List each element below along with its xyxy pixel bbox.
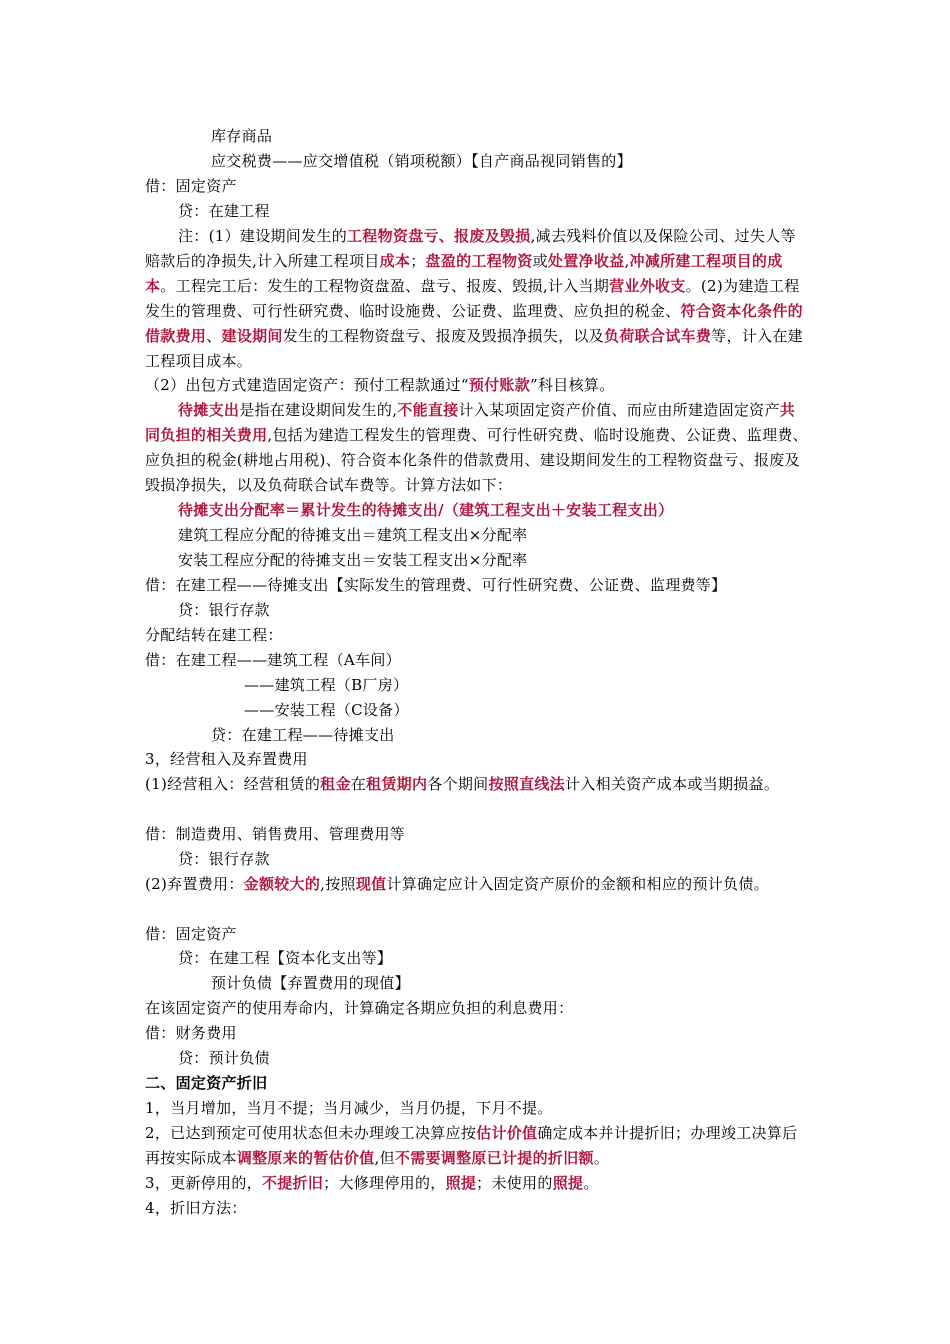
text-line	[145, 1096, 810, 1121]
text-line	[211, 124, 876, 149]
text-span: 4，折旧方法：	[145, 1199, 247, 1217]
text-span: 贷：在建工程	[178, 202, 270, 220]
text-line	[145, 648, 810, 673]
text-line	[145, 1021, 810, 1046]
highlight-text: 照提	[552, 1174, 584, 1192]
text-span: （2）出包方式建造固定资产：预付工程款通过“	[145, 376, 469, 394]
highlight-text: 建设期间	[221, 327, 283, 345]
text-span: 借：在建工程——建筑工程（A车间）	[145, 651, 401, 669]
text-line	[145, 174, 810, 199]
lease-paragraph	[145, 772, 810, 797]
highlight-text: 处置净收益	[547, 252, 625, 270]
text-span: 各个期间	[427, 775, 489, 793]
text-line	[244, 698, 909, 723]
text-span: 贷：在建工程【资本化支出等】	[178, 949, 393, 967]
text-span: ——建筑工程（B厂房）	[244, 676, 409, 694]
text-span: 借：制造费用、销售费用、管理费用等	[145, 825, 406, 843]
highlight-text: 按照直线法	[488, 775, 565, 793]
text-span: 预计负债【弃置费用的现值】	[211, 974, 410, 992]
highlight-text: 营业外收支	[609, 277, 686, 295]
highlight-text: 估计价值	[476, 1124, 538, 1142]
text-span: 等，计入在建工程项目成本。	[145, 327, 803, 370]
text-span: ,减去残料价值以及保险公司、过失人等赔款后的净损失,计入所建工程项目	[145, 227, 796, 270]
text-span: (2)弃置费用：	[145, 875, 244, 893]
text-span: 2，已达到预定可使用状态但未办理竣工决算应按	[145, 1124, 477, 1142]
text-span: 借：财务费用	[145, 1024, 237, 1042]
section-heading	[145, 1071, 810, 1096]
text-span: ,按照	[320, 875, 356, 893]
highlight-text: 共同负担的相关费用	[145, 401, 796, 444]
text-span: ；	[410, 252, 426, 270]
text-span: 贷：银行存款	[178, 850, 270, 868]
highlight-text: 预付账款	[468, 376, 531, 394]
text-span: 应交税费——应交增值税（销项税额）【自产商品视同销售的】	[211, 152, 632, 170]
highlight-text: 待摊支出	[178, 401, 240, 419]
text-span: 1，当月增加，当月不提；当月减少，当月仍提，下月不提。	[145, 1099, 553, 1117]
text-span: ——安装工程（C设备）	[244, 701, 409, 719]
text-span: 建筑工程应分配的待摊支出＝建筑工程支出×分配率	[178, 526, 528, 544]
text-span: 分配结转在建工程：	[145, 626, 283, 644]
text-line	[145, 1171, 810, 1196]
text-span: 确定成本并计提折旧；办理竣工决算后再按实际成本	[145, 1124, 798, 1167]
highlight-text: 不能直接	[397, 401, 459, 419]
text-span: 贷：预计负债	[178, 1049, 270, 1067]
text-line	[145, 373, 810, 398]
text-line	[145, 623, 810, 648]
text-span: ,	[624, 252, 630, 270]
text-span: 或	[532, 252, 548, 270]
formula-line	[178, 498, 843, 523]
highlight-text: 金额较大的	[243, 875, 321, 893]
text-line	[145, 822, 810, 847]
text-span: 计算确定应计入固定资产原价的金额和相应的预计负债。	[386, 875, 769, 893]
text-span: 。(2)为建造工程发生的管理费、可行性研究费、临时设施费、公证费、监理费、应负担的税金、	[145, 277, 800, 320]
text-span: 借：在建工程——待摊支出【实际发生的管理费、可行性研究费、公证费、监理费等】	[145, 576, 727, 594]
highlight-text: 盘盈的工程物资	[425, 252, 533, 270]
text-span: ,包括为建造工程发生的管理费、可行性研究费、临时设施费、公证费、监理费、应负担的税金(耕地占用税)、符合资本化条件的借款费用、建设期间发生的工程物资盘亏、报废及毁损净损失，以及负荷联合试车费等。计算方法如下：	[145, 426, 808, 494]
highlight-text: 冲减所建工程项目的成本	[145, 252, 783, 295]
text-line	[178, 946, 843, 971]
text-line	[211, 723, 876, 748]
definition-paragraph	[145, 398, 810, 498]
text-line	[145, 747, 810, 772]
text-line	[211, 149, 876, 174]
text-span: (1)经营租入：经营租赁的	[145, 775, 321, 793]
note-paragraph	[145, 224, 810, 374]
depreciation-paragraph	[145, 1121, 810, 1171]
text-span: 贷：在建工程——待摊支出	[211, 726, 395, 744]
text-line	[244, 673, 909, 698]
text-line	[211, 971, 876, 996]
text-line	[178, 598, 843, 623]
text-span: 。工程完工后：发生的工程物资盘盈、盘亏、报废、毁损,计入当期	[160, 277, 610, 295]
text-span: 在	[350, 775, 367, 793]
text-line	[145, 996, 810, 1021]
highlight-text: 现值	[355, 875, 387, 893]
text-span: 在该固定资产的使用寿命内，计算确定各期应负担的利息费用：	[145, 999, 574, 1017]
text-span: 发生的工程物资盘亏、报废及毁损净损失，以及	[282, 327, 605, 345]
highlight-text: 调整原来的暂估价值	[236, 1149, 375, 1167]
text-span: 贷：银行存款	[178, 601, 270, 619]
text-span: ,但	[374, 1149, 395, 1167]
highlight-text: 符合资本化条件的借款费用	[145, 302, 803, 345]
highlight-text: 不提折旧	[261, 1174, 324, 1192]
text-span: 。	[593, 1149, 610, 1167]
text-span: 库存商品	[211, 127, 273, 145]
text-span: 计入相关资产成本或当期损益。	[565, 775, 780, 793]
text-span: 二、固定资产折旧	[145, 1074, 268, 1092]
highlight-text: 不需要调整原已计提的折旧额	[394, 1149, 594, 1167]
text-span: 是指在建设期间发生的,	[239, 401, 398, 419]
text-line	[178, 847, 843, 872]
text-line	[178, 1046, 843, 1071]
text-span: 注：(1）建设期间发生的	[178, 227, 347, 245]
text-span: 计入某项固定资产价值、而应由所建造固定资产	[458, 401, 780, 419]
text-span: 3，更新停用的，	[145, 1174, 262, 1192]
text-line	[145, 922, 810, 947]
text-span: 、	[206, 327, 222, 345]
text-line	[145, 1196, 810, 1221]
text-span: 3，经营租入及弃置费用	[145, 750, 308, 768]
text-span: 借：固定资产	[145, 925, 237, 943]
highlight-text: 租金	[320, 775, 351, 793]
highlight-text: 负荷联合试车费	[604, 327, 712, 345]
highlight-text: 工程物资盘亏、报废及毁损	[347, 227, 531, 245]
highlight-text: 成本	[379, 252, 411, 270]
text-span: 待摊支出分配率＝累计发生的待摊支出/（建筑工程支出＋安装工程支出）	[178, 501, 674, 519]
text-line	[145, 573, 810, 598]
text-span: ；未使用的	[476, 1174, 553, 1192]
text-span: 。	[583, 1174, 599, 1192]
highlight-text: 租赁期内	[366, 775, 428, 793]
text-line	[178, 548, 843, 573]
text-line	[178, 523, 843, 548]
text-span: ；大修理停用的，	[323, 1174, 446, 1192]
text-span: 借：固定资产	[145, 177, 237, 195]
text-line	[178, 199, 843, 224]
text-span: ”科目核算。	[530, 376, 615, 394]
disposal-paragraph	[145, 872, 810, 897]
highlight-text: 照提	[445, 1174, 477, 1192]
text-span: 安装工程应分配的待摊支出＝安装工程支出×分配率	[178, 551, 528, 569]
